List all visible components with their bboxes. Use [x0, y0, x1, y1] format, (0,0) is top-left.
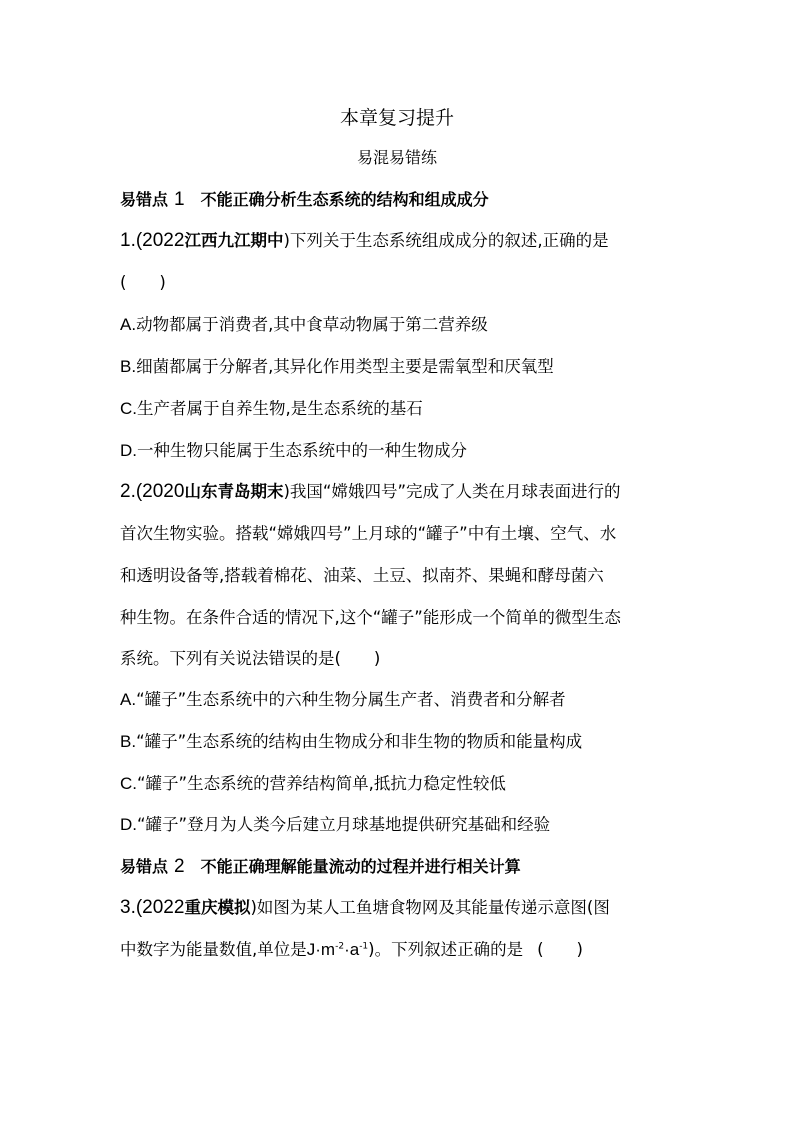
- question-2-stem-line-2: 首次生物实验。搭载“嫦娥四号”上月球的“罐子”中有土壤、空气、水: [120, 524, 617, 543]
- section-text: 不能正确理解能量流动的过程并进行相关计算: [200, 857, 521, 876]
- question-stem: )。下列叙述正确的是: [368, 940, 524, 959]
- question-2-option-a: [120, 687, 690, 713]
- question-number: 1.(2022: [120, 230, 185, 251]
- question-1-option-a: [120, 312, 690, 338]
- page-title: 本章复习提升: [339, 107, 454, 129]
- question-stem: )如图为某人工鱼塘食物网及其能量传递示意图(图: [250, 898, 610, 917]
- question-3-stem-line-2: [120, 937, 690, 963]
- question-source: 山东青岛期末: [184, 482, 284, 501]
- question-2-stem-line-1: [120, 479, 690, 505]
- question-2-stem-line-4: 种生物。在条件合适的情况下,这个“罐子”能形成一个简单的微型生态: [120, 608, 621, 627]
- unit-exponent: -2: [335, 941, 345, 952]
- section-heading-2: [120, 854, 690, 880]
- section-heading-1: [120, 187, 690, 213]
- section-number: 2: [174, 856, 185, 877]
- option-text: “罐子”生态系统的结构由生物成分和非生物的物质和能量构成: [136, 732, 583, 751]
- answer-blank: ( ): [537, 940, 583, 959]
- section-text: 不能正确分析生态系统的结构和组成成分: [200, 190, 489, 209]
- question-source: 重庆模拟: [184, 898, 251, 917]
- unit-exponent: -1: [359, 941, 369, 952]
- option-text: 生产者属于自养生物,是生态系统的基石: [137, 399, 423, 418]
- option-text: 一种生物只能属于生态系统中的一种生物成分: [137, 441, 467, 460]
- question-1-stem: [120, 228, 690, 254]
- option-text: 动物都属于消费者,其中食草动物属于第二营养级: [136, 315, 488, 334]
- option-letter: B.: [120, 357, 137, 376]
- option-letter: C.: [120, 774, 137, 793]
- question-number: 3.(2022: [120, 897, 185, 918]
- question-1-option-c: [120, 396, 690, 422]
- option-letter: D.: [120, 441, 137, 460]
- question-2-option-b: [120, 729, 690, 755]
- question-number: 2.(2020: [120, 481, 185, 502]
- question-1-option-b: [120, 354, 690, 380]
- question-2-stem-line-5: 系统。下列有关说法错误的是( ): [120, 649, 381, 668]
- question-3-stem-line-1: [120, 895, 690, 921]
- question-2-option-c: [120, 771, 690, 797]
- option-text: 细菌都属于分解者,其异化作用类型主要是需氧型和厌氧型: [136, 357, 554, 376]
- option-letter: D.: [120, 815, 137, 834]
- option-text: “罐子”登月为人类今后建立月球基地提供研究基础和经验: [137, 815, 551, 834]
- section-label: 易错点: [120, 190, 169, 209]
- question-source: 江西九江期中: [184, 231, 284, 250]
- question-2-stem-line-3: 和透明设备等,搭载着棉花、油菜、土豆、拟南芥、果蝇和酵母菌六: [120, 566, 604, 585]
- option-letter: C.: [120, 399, 137, 418]
- page-subtitle: 易混易错练: [356, 148, 437, 167]
- unit-j: J·m: [306, 940, 336, 959]
- section-number: 1: [174, 189, 185, 210]
- section-label: 易错点: [120, 857, 169, 876]
- option-text: “罐子”生态系统中的六种生物分属生产者、消费者和分解者: [136, 690, 566, 709]
- question-1-option-d: [120, 438, 690, 464]
- option-letter: A.: [120, 315, 137, 334]
- option-letter: A.: [120, 690, 137, 709]
- question-2-option-d: [120, 812, 690, 838]
- option-text: “罐子”生态系统的营养结构简单,抵抗力稳定性较低: [137, 774, 506, 793]
- question-1-blank: ( ): [120, 273, 166, 292]
- unit-a: ·a: [344, 940, 360, 959]
- question-stem: )我国“嫦娥四号”完成了人类在月球表面进行的: [283, 482, 621, 501]
- option-letter: B.: [120, 732, 137, 751]
- question-stem: )下列关于生态系统组成成分的叙述,正确的是: [283, 231, 609, 250]
- question-stem: 中数字为能量数值,单位是: [120, 940, 307, 959]
